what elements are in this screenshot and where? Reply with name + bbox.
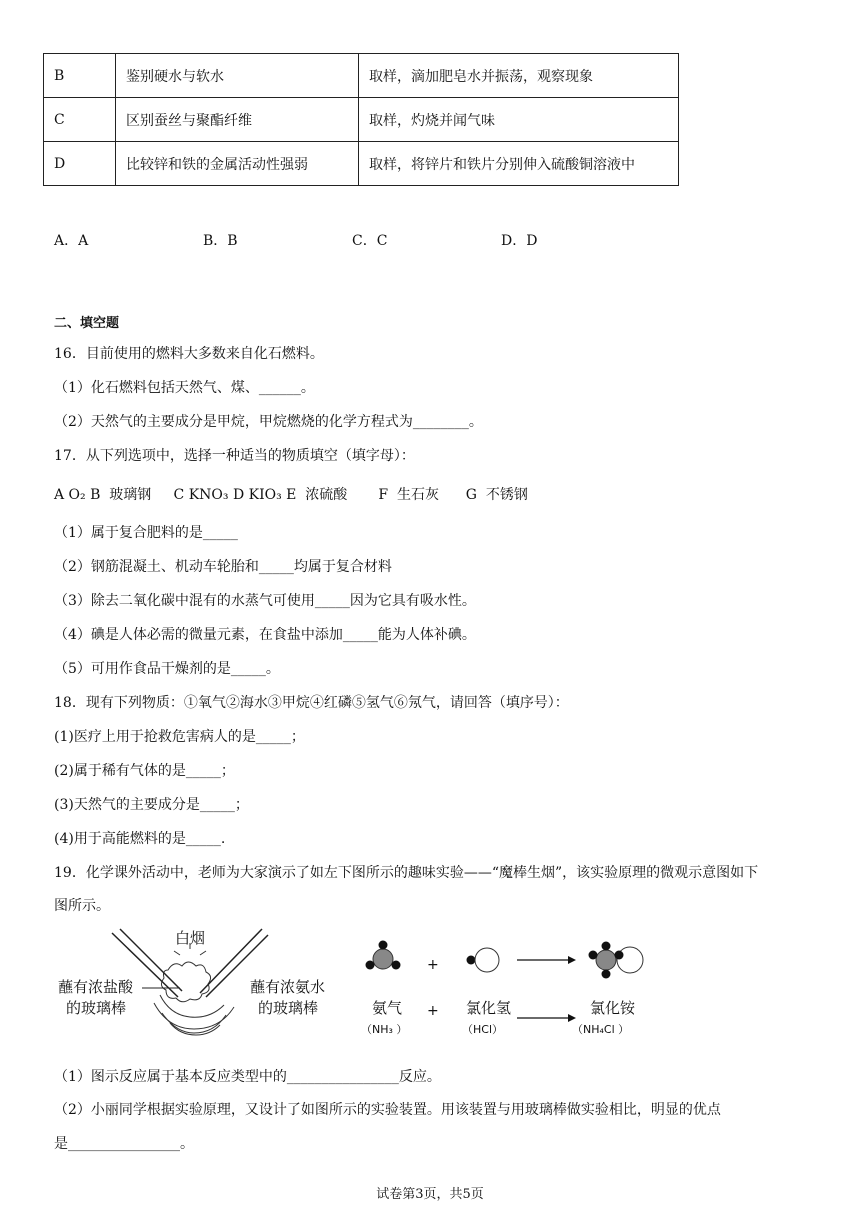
q19-part2: （2）小丽同学根据实验原理，又设计了如图所示的实验装置。用该装置与用玻璃棒做实验相比，明显的优点 [54,1102,721,1118]
q17-part4: （4）碘是人体必需的微量元素，在食盐中添加_____能为人体补碘。 [54,627,476,643]
choice-d[interactable]: D．D [501,233,538,249]
q19-stem: 19．化学课外活动中，老师为大家演示了如左下图所示的趣味实验——“魔棒生烟”，该实验原理的微观示意图如下 [54,865,759,881]
q19-stem-cont: 图所示。 [54,898,110,914]
options-table [43,53,679,186]
q16-part2: （2）天然气的主要成分是甲烷，甲烷燃烧的化学方程式为________。 [54,414,483,430]
ammonia-formula: （NH₃ ） [361,1023,408,1036]
q18-stem: 18．现有下列物质：①氧气②海水③甲烷④红磷⑤氢气⑥氖气，请回答（填序号）： [54,695,569,711]
plus-sign-2: + [427,1003,439,1019]
q18-part2: (2)属于稀有气体的是_____； [54,763,235,779]
table-row [44,142,679,186]
q18-part4: (4)用于高能燃料的是_____. [54,831,226,847]
choice-c[interactable]: C．C [352,233,388,249]
left-rod-label: 蘸有浓盐酸 [58,978,134,996]
ammonia-molecule-icon [366,941,401,970]
ammonia-label: 氨气 [372,999,403,1017]
right-rod-label: 蘸有浓氨水 [250,978,326,996]
row-label: D [44,142,116,186]
q17-part2: （2）钢筋混凝土、机动车轮胎和_____均属于复合材料 [54,559,392,575]
q19-part2-cont: 是________________。 [54,1136,194,1152]
q17-options: A O₂ B 玻璃钢 C KNO₃ D KIO₃ E 浓硫酸 F 生石灰 G 不锈钢 [54,487,528,503]
row-purpose: 比较锌和铁的金属活动性强弱 [116,142,359,186]
row-method: 取样，滴加肥皂水并振荡，观察现象 [359,54,679,98]
row-label: B [44,54,116,98]
page-footer: 试卷第3页，共5页 [376,1187,484,1202]
row-method: 取样，将锌片和铁片分别伸入硫酸铜溶液中 [359,142,679,186]
q17-part1: （1）属于复合肥料的是_____ [54,525,238,541]
q18-part1: (1)医疗上用于抢救危害病人的是_____； [54,729,305,745]
plus-sign: + [427,957,439,973]
row-method: 取样，灼烧并闻气味 [359,98,679,142]
q19-part1: （1）图示反应属于基本反应类型中的________________反应。 [54,1069,441,1085]
row-purpose: 区别蚕丝与聚酯纤维 [116,98,359,142]
ammonium-chloride-molecule-icon [589,942,644,979]
product-formula: （NH₄Cl ） [572,1023,630,1036]
q17-part5: （5）可用作食品干燥剂的是_____。 [54,661,280,677]
row-purpose: 鉴别硬水与软水 [116,54,359,98]
row-label: C [44,98,116,142]
hcl-label: 氯化氢 [466,999,512,1017]
hcl-formula: （HCl） [462,1023,504,1036]
q18-part3: (3)天然气的主要成分是_____； [54,797,249,813]
product-label: 氯化铵 [590,999,636,1017]
table-row [44,54,679,98]
smoke-label: 白烟 [175,929,206,947]
choice-b[interactable]: B．B [203,233,238,249]
hcl-molecule-icon [467,948,500,972]
choice-a[interactable]: A．A [54,233,89,249]
experiment-figure [50,925,670,1050]
right-rod-label-2: 的玻璃棒 [258,999,319,1017]
q16-part1: （1）化石燃料包括天然气、煤、______。 [54,380,315,396]
smoke-cloud-icon [154,943,234,1035]
left-rod-label-2: 的玻璃棒 [66,999,127,1017]
q17-stem: 17．从下列选项中，选择一种适当的物质填空（填字母）： [54,448,415,464]
q16-stem: 16．目前使用的燃料大多数来自化石燃料。 [54,346,324,362]
table-row [44,98,679,142]
q17-part3: （3）除去二氧化碳中混有的水蒸气可使用_____因为它具有吸水性。 [54,593,476,609]
section-title: 二、填空题 [54,316,120,331]
